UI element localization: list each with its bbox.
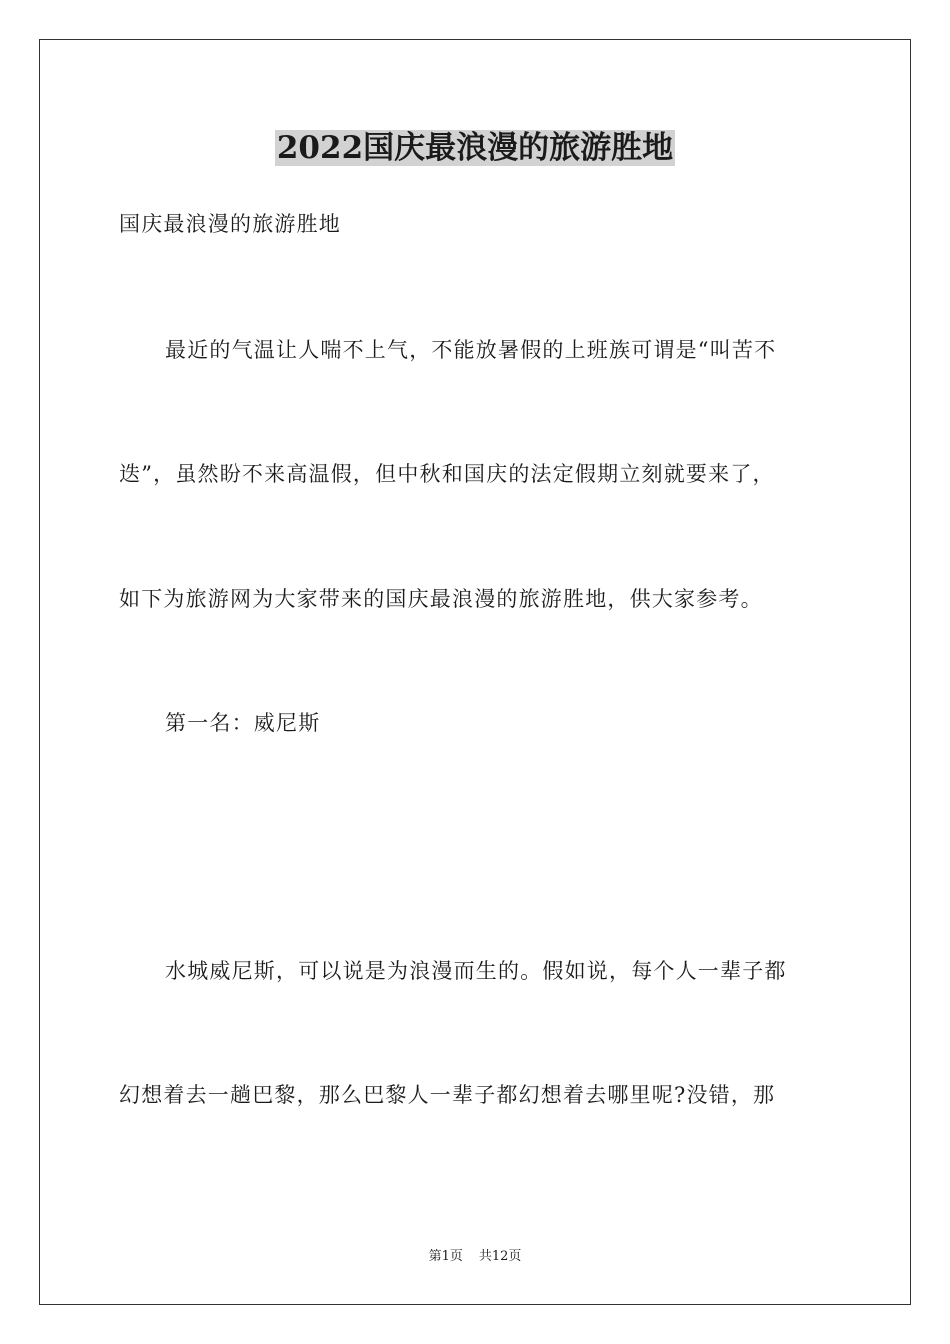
page-number-current: 第1页 (428, 1249, 463, 1264)
paragraph-line-5: 幻想着去一趟巴黎，那么巴黎人一辈子都幻想着去哪里呢?没错，那 (119, 1083, 776, 1107)
page-number-total: 共12页 (478, 1249, 522, 1264)
paragraph-line-1: 最近的气温让人喘不上气，不能放暑假的上班族可谓是“叫苦不 (165, 338, 777, 362)
paragraph-line-2: 迭”，虽然盼不来高温假，但中秋和国庆的法定假期立刻就要来了， (119, 462, 775, 486)
document-subtitle: 国庆最浪漫的旅游胜地 (119, 212, 341, 236)
section-heading-venice: 第一名：威尼斯 (165, 711, 321, 735)
page-footer (0, 1248, 950, 1266)
document-title-text: 2022国庆最浪漫的旅游胜地 (276, 130, 674, 166)
paragraph-line-4: 水城威尼斯，可以说是为浪漫而生的。假如说，每个人一辈子都 (165, 959, 787, 983)
document-title (0, 128, 950, 168)
paragraph-line-3: 如下为旅游网为大家带来的国庆最浪漫的旅游胜地，供大家参考。 (119, 587, 763, 611)
